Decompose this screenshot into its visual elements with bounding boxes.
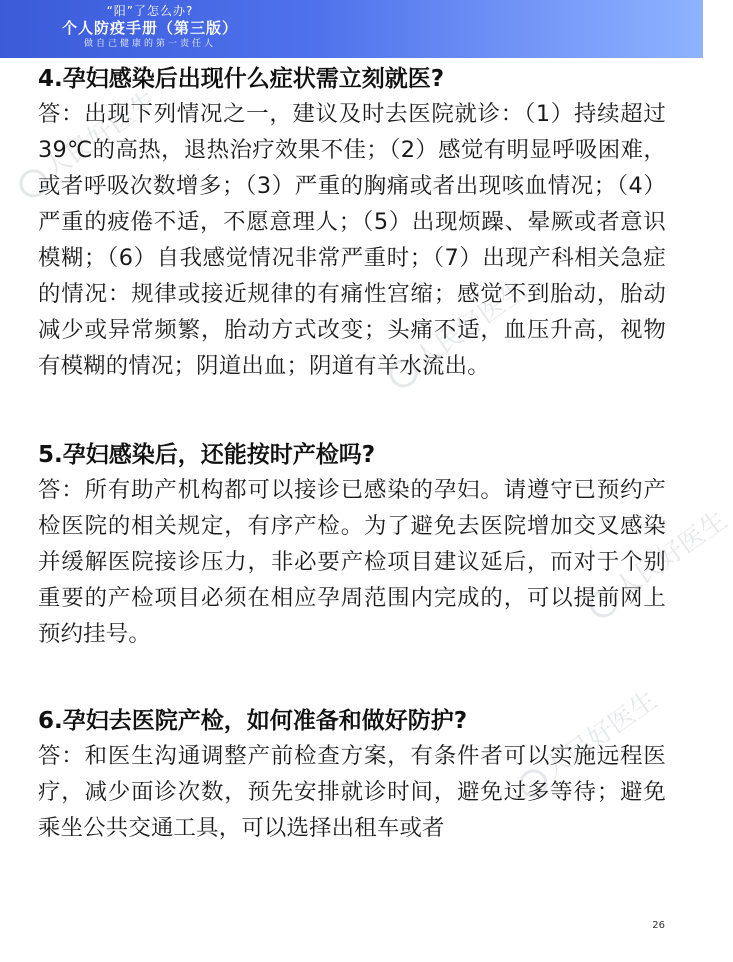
question-heading: 4.孕妇感染后出现什么症状需立刻就医?	[38, 66, 445, 92]
watermark: 人民好医生	[579, 500, 733, 623]
page-number: 26	[652, 920, 665, 931]
answer-paragraph: 答：所有助产机构都可以接诊已感染的孕妇。请遵守已预约产检医院的相关规定，有序产检。为了避免去医院增加交叉感染并缓解医院接诊压力，非必要产检项目建议延后，而对于个别重要的产检项目必须在相应孕周范围内完成的，可以提前网上预约挂号。	[38, 477, 666, 647]
answer-paragraph: 答：和医生沟通调整产前检查方案，有条件者可以实施远程医疗，减少面诊次数，预先安排就诊时间，避免过多等待；避免乘坐公共交通工具，可以选择出租车或者	[38, 743, 666, 841]
header-line-2: 个人防疫手册（第三版）	[61, 19, 238, 37]
header-banner	[0, 0, 703, 58]
qa-section	[38, 62, 666, 384]
watermark: 人民好医生	[9, 80, 163, 203]
qa-section	[38, 704, 666, 846]
question-heading: 5.孕妇感染后，还能按时产检吗?	[38, 442, 376, 468]
qa-section	[38, 438, 666, 652]
question-heading: 6.孕妇去医院产检，如何准备和做好防护?	[38, 708, 468, 734]
header-line-1: “阳”了怎么办?	[106, 4, 194, 18]
header-line-3: 做自己健康的第一责任人	[83, 39, 216, 49]
watermark: 人民好医生	[509, 680, 663, 803]
document-body	[38, 62, 666, 846]
answer-paragraph: 答：出现下列情况之一，建议及时去医院就诊：（1）持续超过 39℃的高热，退热治疗效果不佳；（2）感觉有明显呼吸困难，或者呼吸次数增多；（3）严重的胸痛或者出现咳血情况；（4）严重的疲倦不适，不愿意理人；（5）出现烦躁、晕厥或者意识模糊；（6）自我感觉情况非常严重时；（7）出现产科相关急症的情况：规律或接近规律的有痛性宫缩；感觉不到胎动，胎动减少或异常频繁，胎动方式改变；头痛不适，血压升高，视物有模糊的情况；阴道出血；阴道有羊水流出。	[38, 101, 666, 379]
watermark: 人民好医生	[379, 270, 533, 393]
header-title-block	[0, 4, 300, 50]
